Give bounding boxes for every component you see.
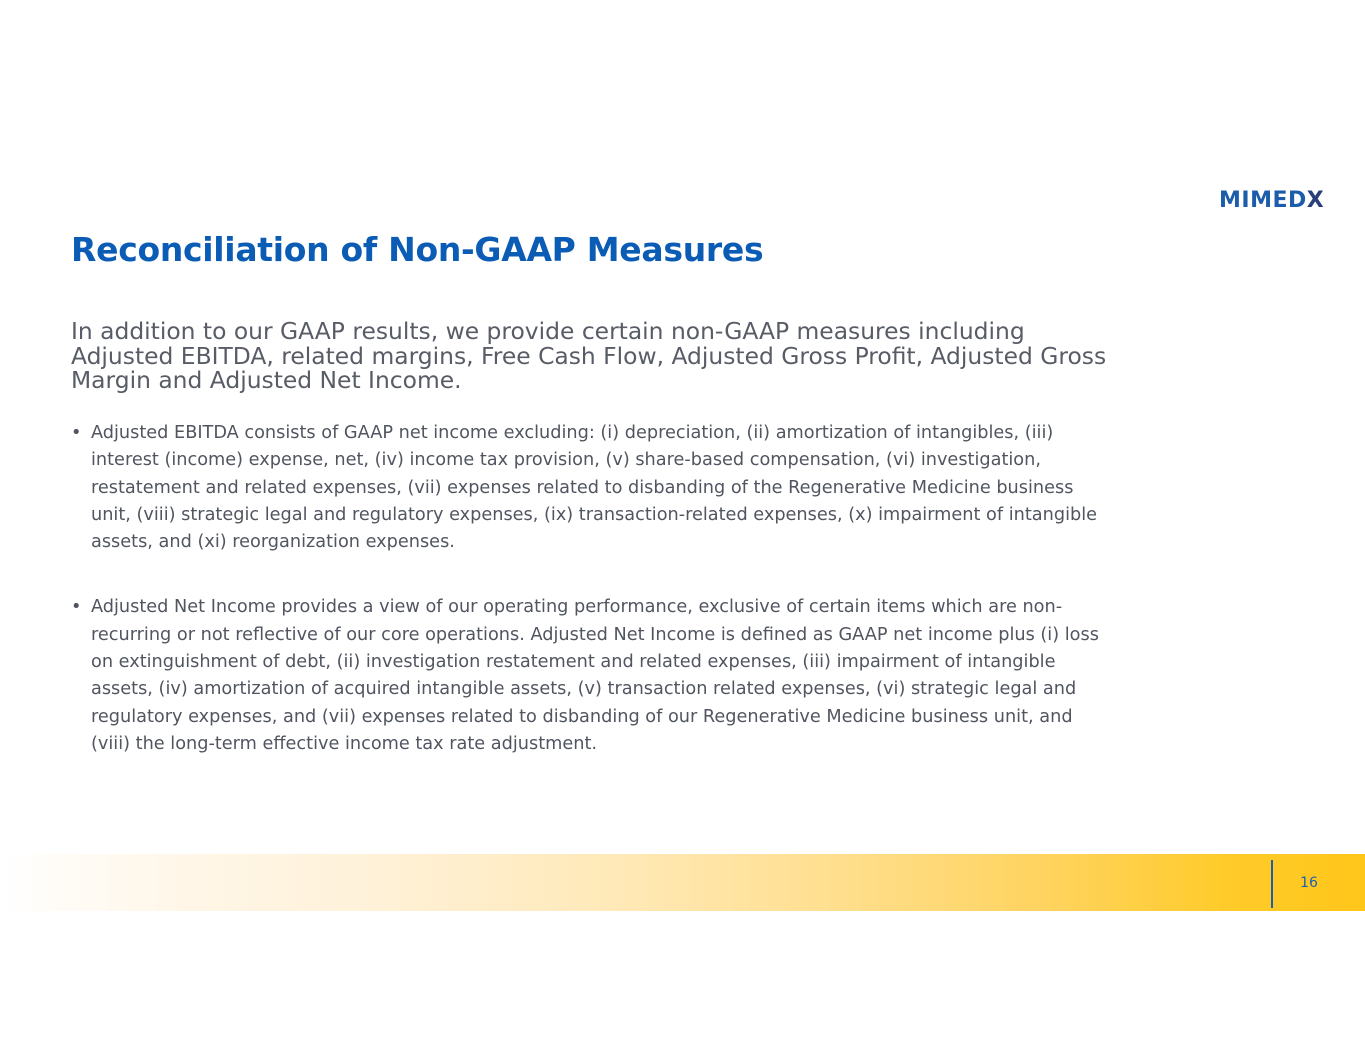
logo-text: MIMED [1219, 188, 1307, 213]
page-number-divider [1271, 860, 1273, 908]
mimedx-logo [1219, 186, 1324, 216]
logo-x-mark: X [1306, 188, 1325, 213]
bullet-marker: • [71, 423, 82, 443]
bullet-list [71, 420, 1111, 758]
bullet-text: Adjusted EBITDA consists of GAAP net income excluding: (i) depreciation, (ii) amortization of intangibles, (iii) interest (income) expense, net, (iv) income tax provision, (v) share-based compensation, (vi) investigation, restatement and related expenses, (vii) expenses related to disbanding of the Regenerative Medicine business unit, (viii) strategic legal and regulatory expenses, (ix) transaction-related expenses, (x) impairment of intangible assets, and (xi) reorganization expenses. [91, 423, 1098, 553]
page-number: 16 [1300, 875, 1318, 891]
bullet-adjusted-ebitda [71, 420, 1111, 556]
footer-gradient-band [0, 854, 1365, 911]
bullet-adjusted-net-income [71, 594, 1111, 758]
bullet-text: Adjusted Net Income provides a view of our operating performance, exclusive of certain items which are non-recurring or not reflective of our core operations. Adjusted Net Income is defined as GAAP net income plus (i) loss on extinguishment of debt, (ii) investigation restatement and related expenses, (iii) impairment of intangible assets, (iv) amortization of acquired intangible assets, (v) transaction related expenses, (vi) strategic legal and regulatory expenses, and (vii) expenses related to disbanding of our Regenerative Medicine business unit, and (viii) the long-term effective income tax rate adjustment. [91, 597, 1099, 754]
bullet-marker: • [71, 597, 82, 618]
page-title: Reconciliation of Non-GAAP Measures [71, 230, 764, 269]
intro-paragraph: In addition to our GAAP results, we provide certain non-GAAP measures including Adjusted EBITDA, related margins, Free Cash Flow, Adjusted Gross Profit, Adjusted Gross Margin and Adjusted Net Income. [71, 317, 1107, 394]
